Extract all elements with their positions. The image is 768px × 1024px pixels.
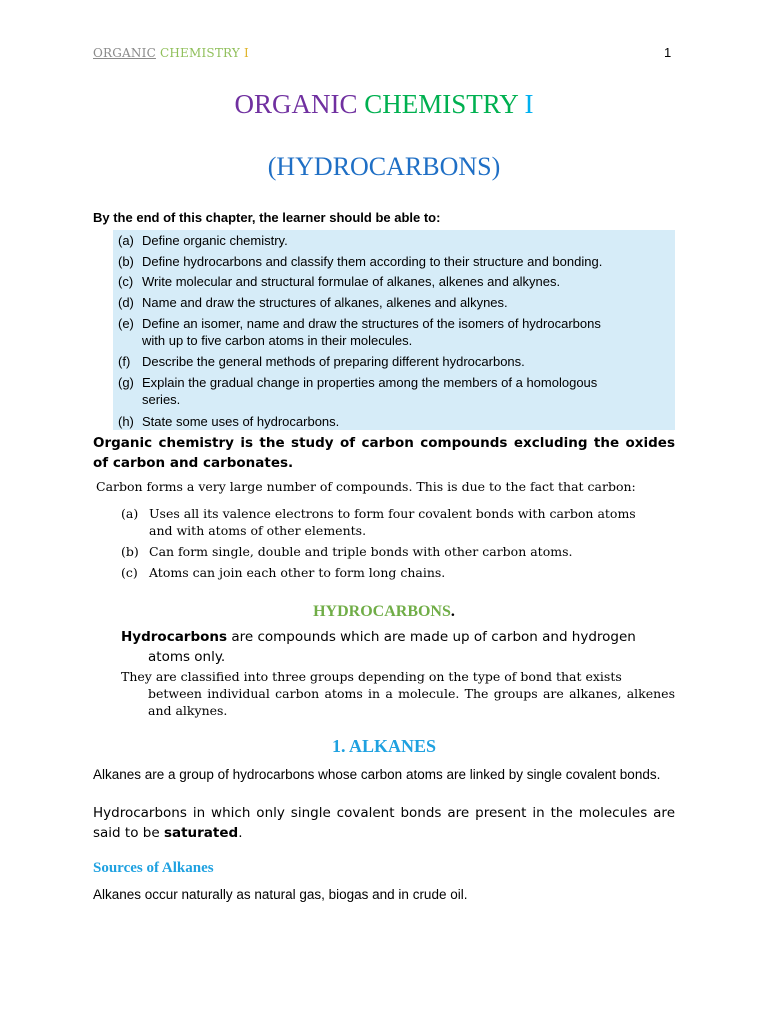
hydrocarbons-heading <box>0 603 768 621</box>
objective-key: (d) <box>118 295 134 310</box>
carbon-reason-text: Can form single, double and triple bonds with other carbon atoms. <box>149 544 573 559</box>
page-number: 1 <box>664 45 672 60</box>
objective-text: Describe the general methods of preparing different hydrocarbons. <box>142 354 525 369</box>
objective-key: (e) <box>118 316 134 331</box>
objective-item <box>118 294 675 311</box>
page-title <box>0 89 768 120</box>
carbon-reason-item <box>121 564 675 581</box>
objective-key: (a) <box>118 233 134 248</box>
carbon-intro: Carbon forms a very large number of compounds. This is due to the fact that carbon: <box>96 479 636 494</box>
carbon-reason-text: Uses all its valence electrons to form four covalent bonds with carbon atoms <box>149 506 636 521</box>
carbon-reason-item <box>121 505 675 539</box>
hydrocarbons-definition-continuation: atoms only. <box>148 649 226 665</box>
objective-text: Define hydrocarbons and classify them according to their structure and bonding. <box>142 254 603 269</box>
running-header-chemistry: CHEMISTRY <box>159 46 241 60</box>
running-header <box>93 46 249 60</box>
hydrocarbons-classification <box>121 668 675 719</box>
objective-key: (c) <box>118 274 134 289</box>
objective-key: (h) <box>118 414 134 429</box>
objective-item <box>118 273 675 290</box>
page-subtitle: (HYDROCARBONS) <box>267 152 501 181</box>
saturated-end: . <box>238 825 243 841</box>
objective-text: Define organic chemistry. <box>142 233 288 248</box>
hydrocarbons-heading-dot: . <box>450 603 455 620</box>
sources-heading: Sources of Alkanes <box>93 860 214 876</box>
hydrocarbons-definition-text: are compounds which are made up of carbon and hydrogen <box>227 629 636 645</box>
objective-item <box>118 253 675 270</box>
carbon-reason-key: (a) <box>121 506 139 521</box>
objective-text: Define an isomer, name and draw the structures of the isomers of hydrocarbons <box>142 316 601 331</box>
title-chemistry: CHEMISTRY <box>364 89 518 119</box>
hydrocarbons-term: Hydrocarbons <box>121 629 228 645</box>
objective-item <box>118 315 675 349</box>
sources-text: Alkanes occur naturally as natural gas, biogas and in crude oil. <box>93 887 468 902</box>
hydrocarbons-definition <box>121 627 675 667</box>
saturated-definition <box>93 803 675 843</box>
objective-key: (b) <box>118 254 134 269</box>
objective-continuation: series. <box>142 392 181 407</box>
objective-item <box>118 374 675 408</box>
carbon-reason-key: (c) <box>121 565 138 580</box>
objective-text: State some uses of hydrocarbons. <box>142 414 340 429</box>
objective-key: (f) <box>118 354 131 369</box>
carbon-reason-item <box>121 543 675 560</box>
objective-item <box>118 353 675 370</box>
objective-text: Explain the gradual change in properties among the members of a homologous <box>142 375 598 390</box>
objective-text: Name and draw the structures of alkanes, alkenes and alkynes. <box>142 295 508 310</box>
carbon-reason-text: Atoms can join each other to form long chains. <box>149 565 446 580</box>
carbon-reason-continuation: and with atoms of other elements. <box>149 523 367 538</box>
objective-key: (g) <box>118 375 134 390</box>
hydrocarbons-heading-text: HYDROCARBONS <box>313 603 451 620</box>
running-header-roman: I <box>244 46 249 60</box>
objective-item <box>118 232 675 249</box>
title-roman: I <box>524 89 534 119</box>
objective-continuation: with up to five carbon atoms in their molecules. <box>142 333 413 348</box>
title-organic: ORGANIC <box>234 89 358 119</box>
saturated-text: Hydrocarbons in which only single covalent bonds are present in the molecules are said to be <box>93 805 675 841</box>
running-header-organic: ORGANIC <box>93 46 156 60</box>
alkanes-definition: Alkanes are a group of hydrocarbons whose carbon atoms are linked by single covalent bonds. <box>93 767 661 782</box>
alkanes-heading: 1. ALKANES <box>331 736 437 756</box>
saturated-term: saturated <box>163 825 239 841</box>
objective-text: Write molecular and structural formulae of alkanes, alkenes and alkynes. <box>142 274 561 289</box>
objective-item <box>118 413 675 430</box>
classification-line: They are classified into three groups depending on the type of bond that exists <box>121 669 622 684</box>
carbon-reason-key: (b) <box>121 544 139 559</box>
organic-chemistry-definition: Organic chemistry is the study of carbon compounds excluding the oxides of carbon and carbonates. <box>93 435 675 471</box>
objectives-intro: By the end of this chapter, the learner should be able to: <box>93 210 441 225</box>
classification-continuation: between individual carbon atoms in a molecule. The groups are alkanes, alkenes and alkynes. <box>148 686 675 718</box>
